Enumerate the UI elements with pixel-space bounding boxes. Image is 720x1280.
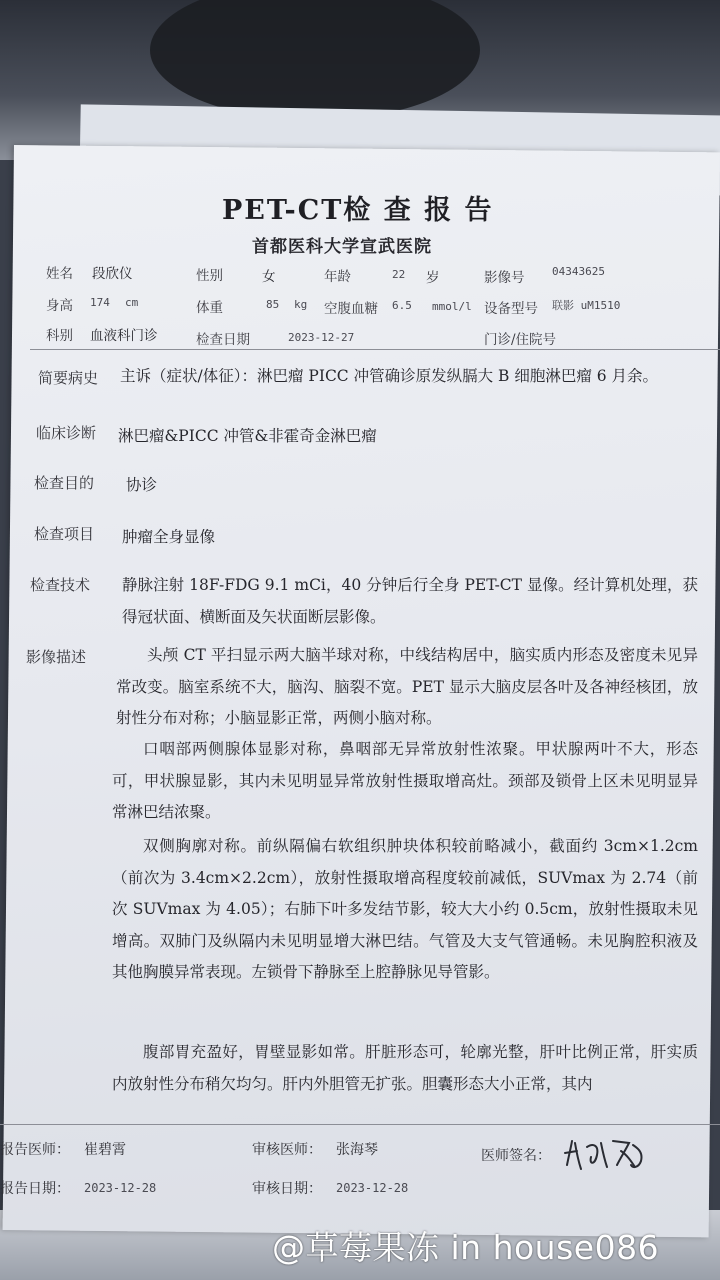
outpatient-label: 门诊/住院号	[484, 332, 557, 348]
purpose-label: 检查目的	[34, 474, 95, 492]
reviewer-label: 审核医师：	[252, 1142, 322, 1158]
desc-paragraph-3: 双侧胸廓对称。前纵隔偏右软组织肿块体积较前略减小，截面约 3cm×1.2cm（前次为 3.4cm×2.2cm），放射性摄取增高程度较前减低，SUVmax 为 2.74（前次 SUVmax 为 4.05）；右肺下叶多发结节影，较大大小约 0.5cm，放射性摄取未见增高。双肺门及纵隔内未见明显增大淋巴结。气管及大支气管通畅。未见胸腔积液及其他胸膜异常表现。左锁骨下静脉至上腔静脉见导管影。	[112, 837, 698, 981]
patient-weight: 85	[266, 298, 280, 311]
purpose-text: 协诊	[126, 476, 158, 494]
report-date-label: 报告日期：	[0, 1181, 70, 1197]
reporter-label: 报告医师：	[0, 1142, 70, 1158]
name-label: 姓名	[46, 266, 73, 282]
dept-label: 科别	[46, 328, 73, 344]
item-label: 检查项目	[34, 525, 95, 543]
fasting-glucose: 6.5	[392, 299, 412, 312]
exam-date-label: 检查日期	[196, 332, 250, 348]
desc-paragraph-2: 口咽部两侧腺体显影对称，鼻咽部无异常放射性浓聚。甲状腺两叶不大，形态可，甲状腺显影，其内未见明显异常放射性摄取增高灶。颈部及锁骨上区未见明显异常淋巴结浓聚。	[112, 740, 698, 821]
image-number: 04343625	[552, 265, 605, 278]
patient-name: 段欣仪	[92, 266, 133, 282]
desc-paragraph-4: 腹部胃充盈好，胃壁显影如常。肝脏形态可，轮廓光整，肝叶比例正常，肝实质内放射性分布稍欠均匀。肝内外胆管无扩张。胆囊形态大小正常，其内	[112, 1043, 698, 1093]
diagnosis-label: 临床诊断	[36, 424, 97, 442]
patient-height: 174	[90, 296, 110, 309]
device-label: 设备型号	[484, 301, 538, 317]
reviewer-name: 张海琴	[336, 1142, 378, 1158]
header-divider	[30, 349, 720, 350]
desc-label: 影像描述	[26, 648, 87, 666]
report-date: 2023-12-28	[84, 1181, 157, 1195]
item-text: 肿瘤全身显像	[122, 528, 216, 546]
desc-paragraph-1: 头颅 CT 平扫显示两大脑半球对称，中线结构居中，脑实质内形态及密度未见异常改变。脑室系统不大，脑沟、脑裂不宽。PET 显示大脑皮层各叶及各神经核团，放射性分布对称；小脑显影正常，两侧小脑对称。	[116, 646, 698, 727]
weight-unit: kg	[294, 298, 308, 311]
glucose-label: 空腹血糖	[324, 301, 378, 317]
department: 血液科门诊	[90, 328, 158, 344]
patient-age: 22	[392, 268, 406, 281]
diagnosis-text: 淋巴瘤&PICC 冲管&非霍奇金淋巴瘤	[118, 427, 377, 445]
age-unit: 岁	[426, 270, 440, 286]
review-date: 2023-12-28	[336, 1181, 409, 1195]
tech-text: 静脉注射 18F-FDG 9.1 mCi，40 分钟后行全身 PET-CT 显像。经计算机处理，获得冠状面、横断面及矢状面断层影像。	[122, 576, 698, 626]
tech-label: 检查技术	[30, 576, 91, 594]
image-no-label: 影像号	[484, 270, 525, 286]
exam-date: 2023-12-27	[288, 331, 355, 344]
review-date-label: 审核日期：	[252, 1181, 322, 1197]
history-label: 简要病史	[38, 369, 99, 387]
height-unit: cm	[125, 296, 139, 309]
hospital-name: 首都医科大学宣武医院	[252, 237, 432, 257]
handwritten-signature	[563, 1135, 653, 1173]
weight-label: 体重	[196, 300, 223, 316]
glucose-unit: mmol/l	[432, 300, 472, 313]
report-title: PET-CT检 查 报 告	[222, 195, 494, 226]
sex-label: 性别	[196, 268, 223, 284]
age-label: 年龄	[324, 269, 351, 285]
reporter-name: 崔碧霄	[84, 1142, 126, 1158]
signature-label: 医师签名：	[481, 1148, 551, 1164]
watermark: @草莓果冻 in house086	[272, 1228, 660, 1267]
height-label: 身高	[46, 298, 73, 314]
patient-sex: 女	[262, 269, 276, 285]
footer-divider	[0, 1124, 720, 1125]
device-model: 联影 uM1510	[552, 299, 621, 312]
history-text: 主诉（症状/体征）：淋巴瘤 PICC 冲管确诊原发纵膈大 B 细胞淋巴瘤 6 月余。	[120, 367, 659, 385]
